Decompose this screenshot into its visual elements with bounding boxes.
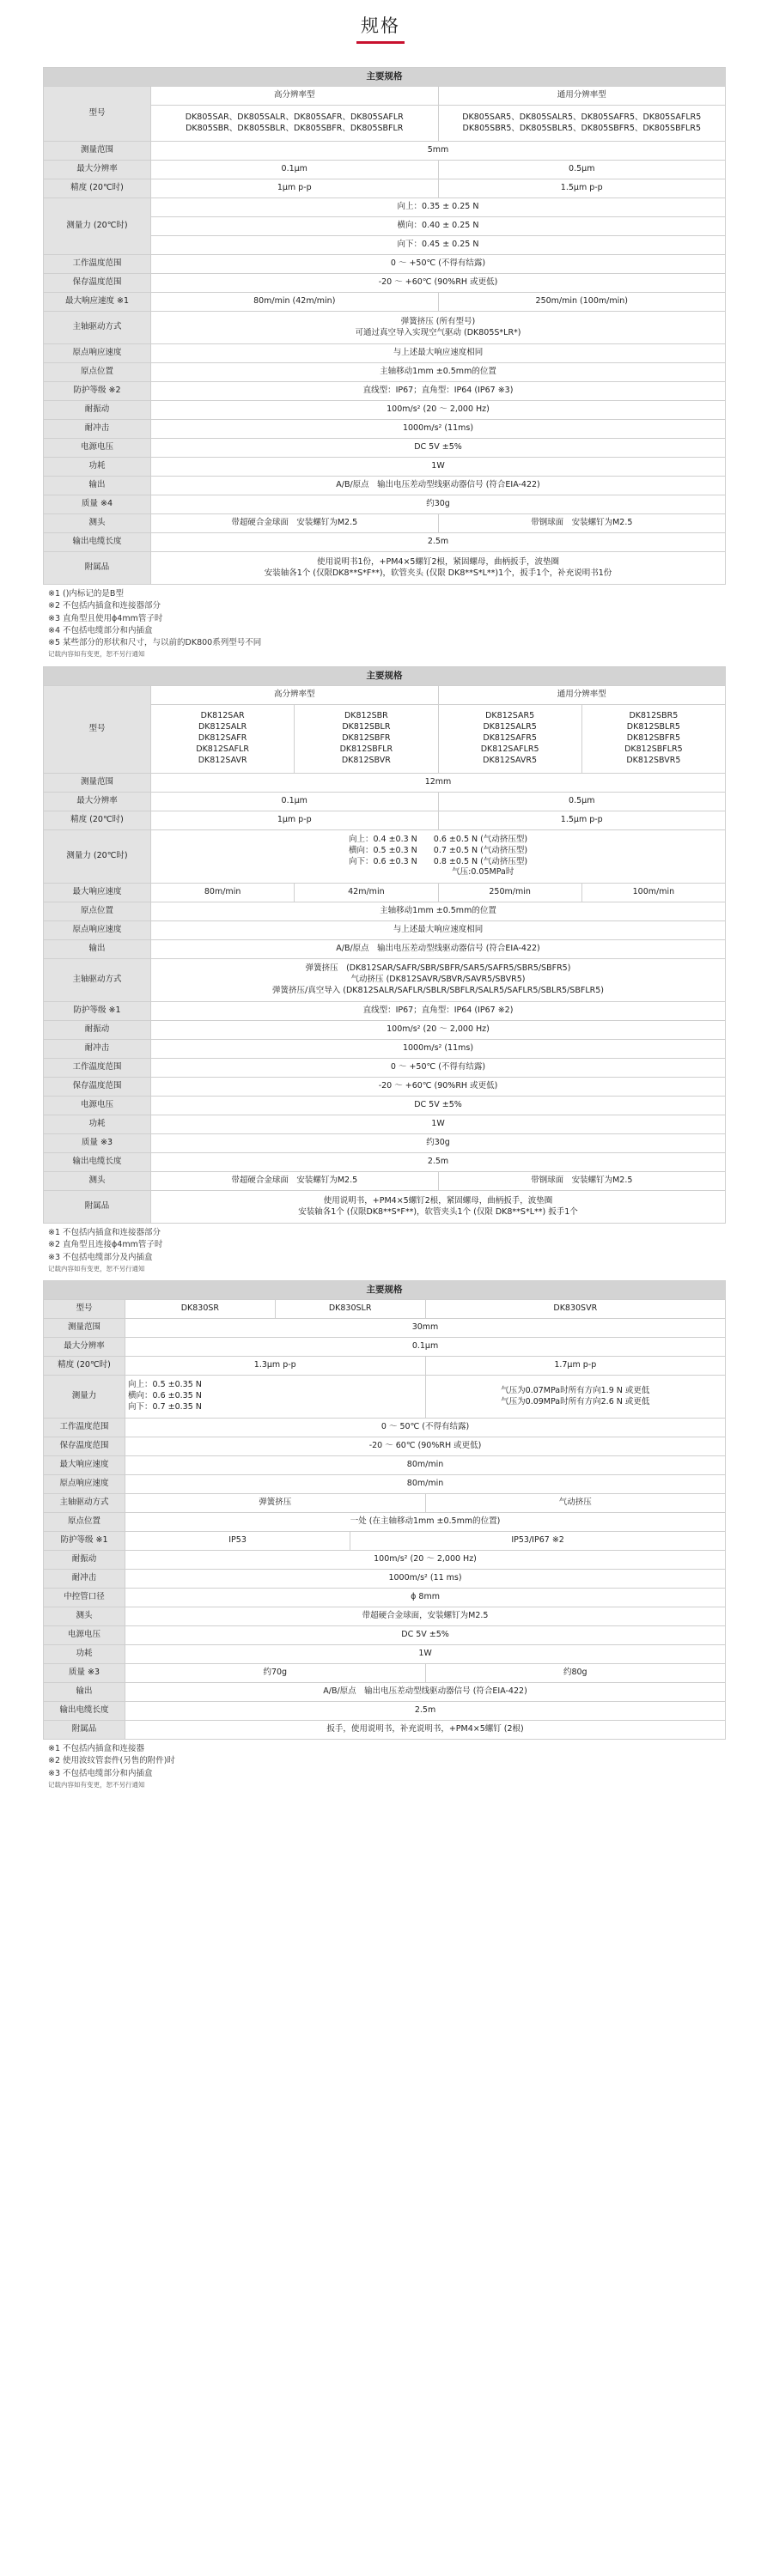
table-row [44,1153,726,1172]
row-label: 精度 (20℃时) [44,179,151,198]
table-row [44,1097,726,1115]
table-cell: 0.5μm [438,793,726,811]
table-row [44,811,726,830]
table-row [44,1645,726,1664]
table-cell: 使用说明书，+PM4×5螺钉2根，紧固螺母，曲柄扳手，波垫圈 安装轴各1个 (仅限DK8**S*F**)，软管夹头1个 (仅限 DK8**S*L**) 扳手1个 [151,1191,726,1224]
row-label: 原点位置 [44,363,151,382]
table-cell: DK812SBR DK812SBLR DK812SBFR DK812SBFLR DK812SBVR [295,705,438,774]
table-cell: 80m/min [125,1456,726,1475]
table-row [44,1021,726,1040]
table-cell: 42m/min [295,884,438,902]
table-cell: DK812SAR DK812SALR DK812SAFR DK812SAFLR DK812SAVR [151,705,295,774]
row-label: 附属品 [44,552,151,585]
table-row [44,1475,726,1494]
footnote: ※4 不包括电缆部分和内插盒 [48,625,153,635]
row-label: 耐冲击 [44,1040,151,1059]
row-label: 最大响应速度 [44,884,151,902]
row-label: 主轴驱动方式 [44,959,151,1002]
table-cell: 使用说明书1份，+PM4×5螺钉2根，紧固螺母，曲柄扳手，波垫圈 安装轴各1个 (仅限DK8**S*F**)，软管夹头 (仅限 DK8**S*L**)1个，扳手1个，补充说明书1份 [151,552,726,585]
table-row [44,439,726,458]
table-row [44,495,726,514]
row-label: 电源电压 [44,1626,125,1645]
table-row [44,161,726,179]
row-label: 测量力 (20℃时) [44,198,151,255]
row-label: 防护等级 ※1 [44,1532,125,1551]
row-label: 保存温度范围 [44,274,151,293]
disclaimer: 记载内容如有变更，恕不另行通知 [48,1264,145,1273]
table-cell: 0 ～ +50℃ (不得有结露) [151,1059,726,1078]
row-label: 最大响应速度 ※1 [44,293,151,312]
table-row [44,1532,726,1551]
table-row [44,1683,726,1702]
table-cell: 带钢球面 安装螺钉为M2.5 [438,1172,726,1191]
table-row [44,774,726,793]
table-cell: DC 5V ±5% [151,439,726,458]
row-label: 功耗 [44,458,151,477]
table-row [44,830,726,884]
table-cell: 1W [151,458,726,477]
table-cell: -20 ～ +60℃ (90%RH 或更低) [151,1078,726,1097]
table-cell: DK812SAR5 DK812SALR5 DK812SAFR5 DK812SAFLR5 DK812SAVR5 [438,705,581,774]
row-label: 主轴驱动方式 [44,312,151,344]
table-cell: 约30g [151,495,726,514]
row-label: 保存温度范围 [44,1437,125,1456]
row-label: 质量 ※3 [44,1134,151,1153]
spec-table-dk805 [43,67,726,585]
table-row [44,87,726,106]
table-cell: DC 5V ±5% [125,1626,726,1645]
table-cell: 扳手，使用说明书，补充说明书，+PM4×5螺钉 (2根) [125,1721,726,1740]
table-row [44,293,726,312]
title-underline [356,41,405,44]
table-cell: 直线型：IP67；直角型：IP64 (IP67 ※3) [151,382,726,401]
row-label: 输出 [44,477,151,495]
table-cell: 1.3μm p-p [125,1357,426,1376]
footnote: ※3 不包括电缆部分和内插盒 [48,1768,153,1778]
table-cell: 0.1μm [151,793,439,811]
row-label: 测头 [44,1607,125,1626]
footnote: ※2 不包括内插盒和连接器部分 [48,601,161,611]
table-cell: DK812SBR5 DK812SBLR5 DK812SBFR5 DK812SBFLR5 DK812SBVR5 [581,705,725,774]
table-cell: 1000m/s² (11ms) [151,420,726,439]
page-header [0,0,761,57]
table-row [44,1300,726,1319]
table-cell: 高分辨率型 [151,686,439,705]
row-label: 主轴驱动方式 [44,1494,125,1513]
table-cell: 向上：0.35 ± 0.25 N [151,198,726,217]
table-cell: 一处 (在主轴移动1mm ±0.5mm的位置) [125,1513,726,1532]
table-row [44,1607,726,1626]
row-label: 中控管口径 [44,1589,125,1607]
table-row [44,686,726,705]
table-cell: 通用分辨率型 [438,87,726,106]
table-cell: 1.7μm p-p [425,1357,726,1376]
table-cell: 约80g [425,1664,726,1683]
table-cell: 5mm [151,142,726,161]
row-label: 工作温度范围 [44,255,151,274]
table-row [44,514,726,533]
table-cell: 80m/min [125,1475,726,1494]
table-cell: 约30g [151,1134,726,1153]
table-cell: 0.1μm [151,161,439,179]
row-label: 耐冲击 [44,420,151,439]
row-label: 测量力 [44,1376,125,1419]
table-cell: 带超硬合金球面 安装螺钉为M2.5 [151,1172,439,1191]
row-label: 输出电缆长度 [44,1702,125,1721]
row-label: 输出电缆长度 [44,1153,151,1172]
notes-dk812 [48,1227,162,1273]
table-cell: 弹簧挤压 (所有型号) 可通过真空导入实现空气驱动 (DK805S*LR*) [151,312,726,344]
table-cell: 100m/s² (20 ～ 2,000 Hz) [151,1021,726,1040]
table-cell: ϕ 8mm [125,1589,726,1607]
table-row [44,198,726,217]
table-row [44,420,726,439]
row-label: 最大分辨率 [44,793,151,811]
row-label: 附属品 [44,1191,151,1224]
row-label: 型号 [44,1300,125,1319]
notes-dk805 [48,588,261,659]
table-row [44,255,726,274]
table-cell: 0 ～ 50℃ (不得有结露) [125,1419,726,1437]
table-row [44,1551,726,1570]
table-cell: A/B/原点 输出电压差动型线驱动器信号 (符合EIA-422) [125,1683,726,1702]
table-row [44,382,726,401]
table-cell: 80m/min (42m/min) [151,293,439,312]
row-label: 电源电压 [44,1097,151,1115]
table-cell: 100m/s² (20 ～ 2,000 Hz) [125,1551,726,1570]
table-header: 主要规格 [44,1281,726,1300]
table-row [44,793,726,811]
table-row [44,1702,726,1721]
table-cell: 2.5m [125,1702,726,1721]
table-row [44,1115,726,1134]
row-label: 型号 [44,686,151,774]
table-cell: 向上：0.4 ±0.3 N 0.6 ±0.5 N (气动挤压型) 横向：0.5 ±0.3 N 0.7 ±0.5 N (气动挤压型) 向下：0.6 ±0.3 N 0.8 ±0.5 N (气动挤压型) 气压:0.05MPa时 [151,830,726,884]
table-cell: 0.5μm [438,161,726,179]
disclaimer: 记载内容如有变更，恕不另行通知 [48,1780,145,1789]
row-label: 耐振动 [44,401,151,420]
row-label: 工作温度范围 [44,1419,125,1437]
row-label: 原点位置 [44,902,151,921]
table-row [44,533,726,552]
table-cell: 气动挤压 [425,1494,726,1513]
table-cell: 1W [151,1115,726,1134]
row-label: 测量力 (20℃时) [44,830,151,884]
table-row [44,312,726,344]
table-row [44,1172,726,1191]
table-row [44,179,726,198]
row-label: 精度 (20℃时) [44,811,151,830]
table-row [44,1078,726,1097]
table-cell: 弹簧挤压 [125,1494,426,1513]
table-row [44,884,726,902]
table-row [44,1357,726,1376]
table-cell: 1μm p-p [151,179,439,198]
row-label: 耐振动 [44,1551,125,1570]
table-cell: 带超硬合金球面，安装螺钉为M2.5 [125,1607,726,1626]
table-row [44,1589,726,1607]
table-cell: 带超硬合金球面 安装螺钉为M2.5 [151,514,439,533]
table-row [44,363,726,382]
table-cell: 1.5μm p-p [438,811,726,830]
table-row [44,1319,726,1338]
table-cell: 1000m/s² (11ms) [151,1040,726,1059]
table-row [44,959,726,1002]
table-row [44,1338,726,1357]
row-label: 原点响应速度 [44,344,151,363]
row-label: 输出电缆长度 [44,533,151,552]
table-row [44,1376,726,1419]
table-cell: DK805SAR5、DK805SALR5、DK805SAFR5、DK805SAFLR5 DK805SBR5、DK805SBLR5、DK805SBFR5、DK805SBFLR5 [438,106,726,142]
table-cell: 250m/min [438,884,581,902]
spec-table-dk830 [43,1280,726,1740]
table-cell: DC 5V ±5% [151,1097,726,1115]
table-cell: 与上述最大响应速度相同 [151,344,726,363]
table-row [44,1002,726,1021]
row-label: 输出 [44,940,151,959]
table-cell: DK805SAR、DK805SALR、DK805SAFR、DK805SAFLR DK805SBR、DK805SBLR、DK805SBFR、DK805SBFLR [151,106,439,142]
page-title: 规格 [361,15,400,36]
table-row [44,902,726,921]
table-cell: A/B/原点 输出电压差动型线驱动器信号 (符合EIA-422) [151,477,726,495]
row-label: 测量范围 [44,774,151,793]
row-label: 测量范围 [44,1319,125,1338]
footnote: ※1 不包括内插盒和连接器 [48,1744,145,1753]
table-cell: 与上述最大响应速度相同 [151,921,726,940]
notes-dk830 [48,1743,175,1789]
table-cell: -20 ～ +60℃ (90%RH 或更低) [151,274,726,293]
table-cell: DK830SLR [275,1300,425,1319]
table-row [44,940,726,959]
table-cell: 直线型：IP67；直角型：IP64 (IP67 ※2) [151,1002,726,1021]
table-cell: 约70g [125,1664,426,1683]
table-header: 主要规格 [44,667,726,686]
table-row [44,1626,726,1645]
table-cell: 1μm p-p [151,811,439,830]
table-cell: 250m/min (100m/min) [438,293,726,312]
table-cell: DK830SR [125,1300,276,1319]
row-label: 测量范围 [44,142,151,161]
table-row [44,1513,726,1532]
row-label: 最大分辨率 [44,1338,125,1357]
row-label: 工作温度范围 [44,1059,151,1078]
row-label: 最大响应速度 [44,1456,125,1475]
table-row [44,552,726,585]
table-cell: -20 ～ 60℃ (90%RH 或更低) [125,1437,726,1456]
table-cell: 弹簧挤压 (DK812SAR/SAFR/SBR/SBFR/SAR5/SAFR5/SBR5/SBFR5) 气动挤压 (DK812SAVR/SBVR/SAVR5/SBVR5) 弹簧挤压/真空导入 (DK812SALR/SAFLR/SBLR/SBFLR/SALR5/SAFLR5/SBLR5/SBFLR5) [151,959,726,1002]
row-label: 耐冲击 [44,1570,125,1589]
table-cell: 0 ～ +50℃ (不得有结露) [151,255,726,274]
table-row [44,1059,726,1078]
footnote: ※3 直角型且使用ϕ4mm管子时 [48,613,163,623]
table-row [44,458,726,477]
row-label: 功耗 [44,1115,151,1134]
footnote: ※2 使用波纹管套件(另售的附件)时 [48,1756,175,1766]
table-row [44,1456,726,1475]
table-cell: 横向：0.40 ± 0.25 N [151,217,726,236]
footnote: ※3 不包括电缆部分及内插盒 [48,1252,153,1262]
table-row [44,921,726,940]
table-cell: IP53/IP67 ※2 [350,1532,726,1551]
row-label: 功耗 [44,1645,125,1664]
footnote: ※5 某些部分的形状和尺寸，与以前的DK800系列型号不同 [48,638,262,647]
table-cell: 30mm [125,1319,726,1338]
table-cell: IP53 [125,1532,350,1551]
table-cell: 100m/min [581,884,725,902]
row-label: 精度 (20℃时) [44,1357,125,1376]
row-label: 输出 [44,1683,125,1702]
row-label: 电源电压 [44,439,151,458]
table-row [44,477,726,495]
table-row [44,1494,726,1513]
row-label: 保存温度范围 [44,1078,151,1097]
table-cell: 带钢球面 安装螺钉为M2.5 [438,514,726,533]
table-cell: 1.5μm p-p [438,179,726,198]
row-label: 质量 ※3 [44,1664,125,1683]
row-label: 质量 ※4 [44,495,151,514]
table-row [44,344,726,363]
table-header: 主要规格 [44,68,726,87]
table-cell: 1000m/s² (11 ms) [125,1570,726,1589]
table-cell: 80m/min [151,884,295,902]
row-label: 最大分辨率 [44,161,151,179]
table-cell: 2.5m [151,1153,726,1172]
table-row [44,274,726,293]
table-cell: A/B/原点 输出电压差动型线驱动器信号 (符合EIA-422) [151,940,726,959]
row-label: 附属品 [44,1721,125,1740]
row-label: 测头 [44,1172,151,1191]
table-cell: 主轴移动1mm ±0.5mm的位置 [151,363,726,382]
footnote: ※1 不包括内插盒和连接器部分 [48,1228,161,1237]
table-row [44,142,726,161]
footnote: ※1 ()内标记的是B型 [48,589,124,598]
table-cell: 12mm [151,774,726,793]
row-label: 防护等级 ※1 [44,1002,151,1021]
row-label: 耐振动 [44,1021,151,1040]
row-label: 原点位置 [44,1513,125,1532]
table-row [44,1570,726,1589]
table-cell: 100m/s² (20 ～ 2,000 Hz) [151,401,726,420]
table-row [44,1437,726,1456]
table-cell: 气压为0.07MPa时所有方向1.9 N 或更低 气压为0.09MPa时所有方向2.6 N 或更低 [425,1376,726,1419]
table-cell: 1W [125,1645,726,1664]
table-row [44,401,726,420]
table-cell: 0.1μm [125,1338,726,1357]
table-row [44,1040,726,1059]
table-cell: 通用分辨率型 [438,686,726,705]
table-row [44,1721,726,1740]
table-cell: 主轴移动1mm ±0.5mm的位置 [151,902,726,921]
table-row [44,1191,726,1224]
table-row [44,1664,726,1683]
table-row [44,1419,726,1437]
footnote: ※2 直角型且连接ϕ4mm管子时 [48,1240,163,1250]
table-cell: 向上：0.5 ±0.35 N 横向：0.6 ±0.35 N 向下：0.7 ±0.35 N [125,1376,426,1419]
table-cell: 高分辨率型 [151,87,439,106]
row-label: 防护等级 ※2 [44,382,151,401]
table-cell: 2.5m [151,533,726,552]
row-label: 原点响应速度 [44,1475,125,1494]
spec-table-dk812 [43,666,726,1224]
table-row [44,1134,726,1153]
row-label: 测头 [44,514,151,533]
row-label: 型号 [44,87,151,142]
table-cell: 向下：0.45 ± 0.25 N [151,236,726,255]
table-cell: DK830SVR [425,1300,726,1319]
disclaimer: 记载内容如有变更，恕不另行通知 [48,650,145,659]
row-label: 原点响应速度 [44,921,151,940]
